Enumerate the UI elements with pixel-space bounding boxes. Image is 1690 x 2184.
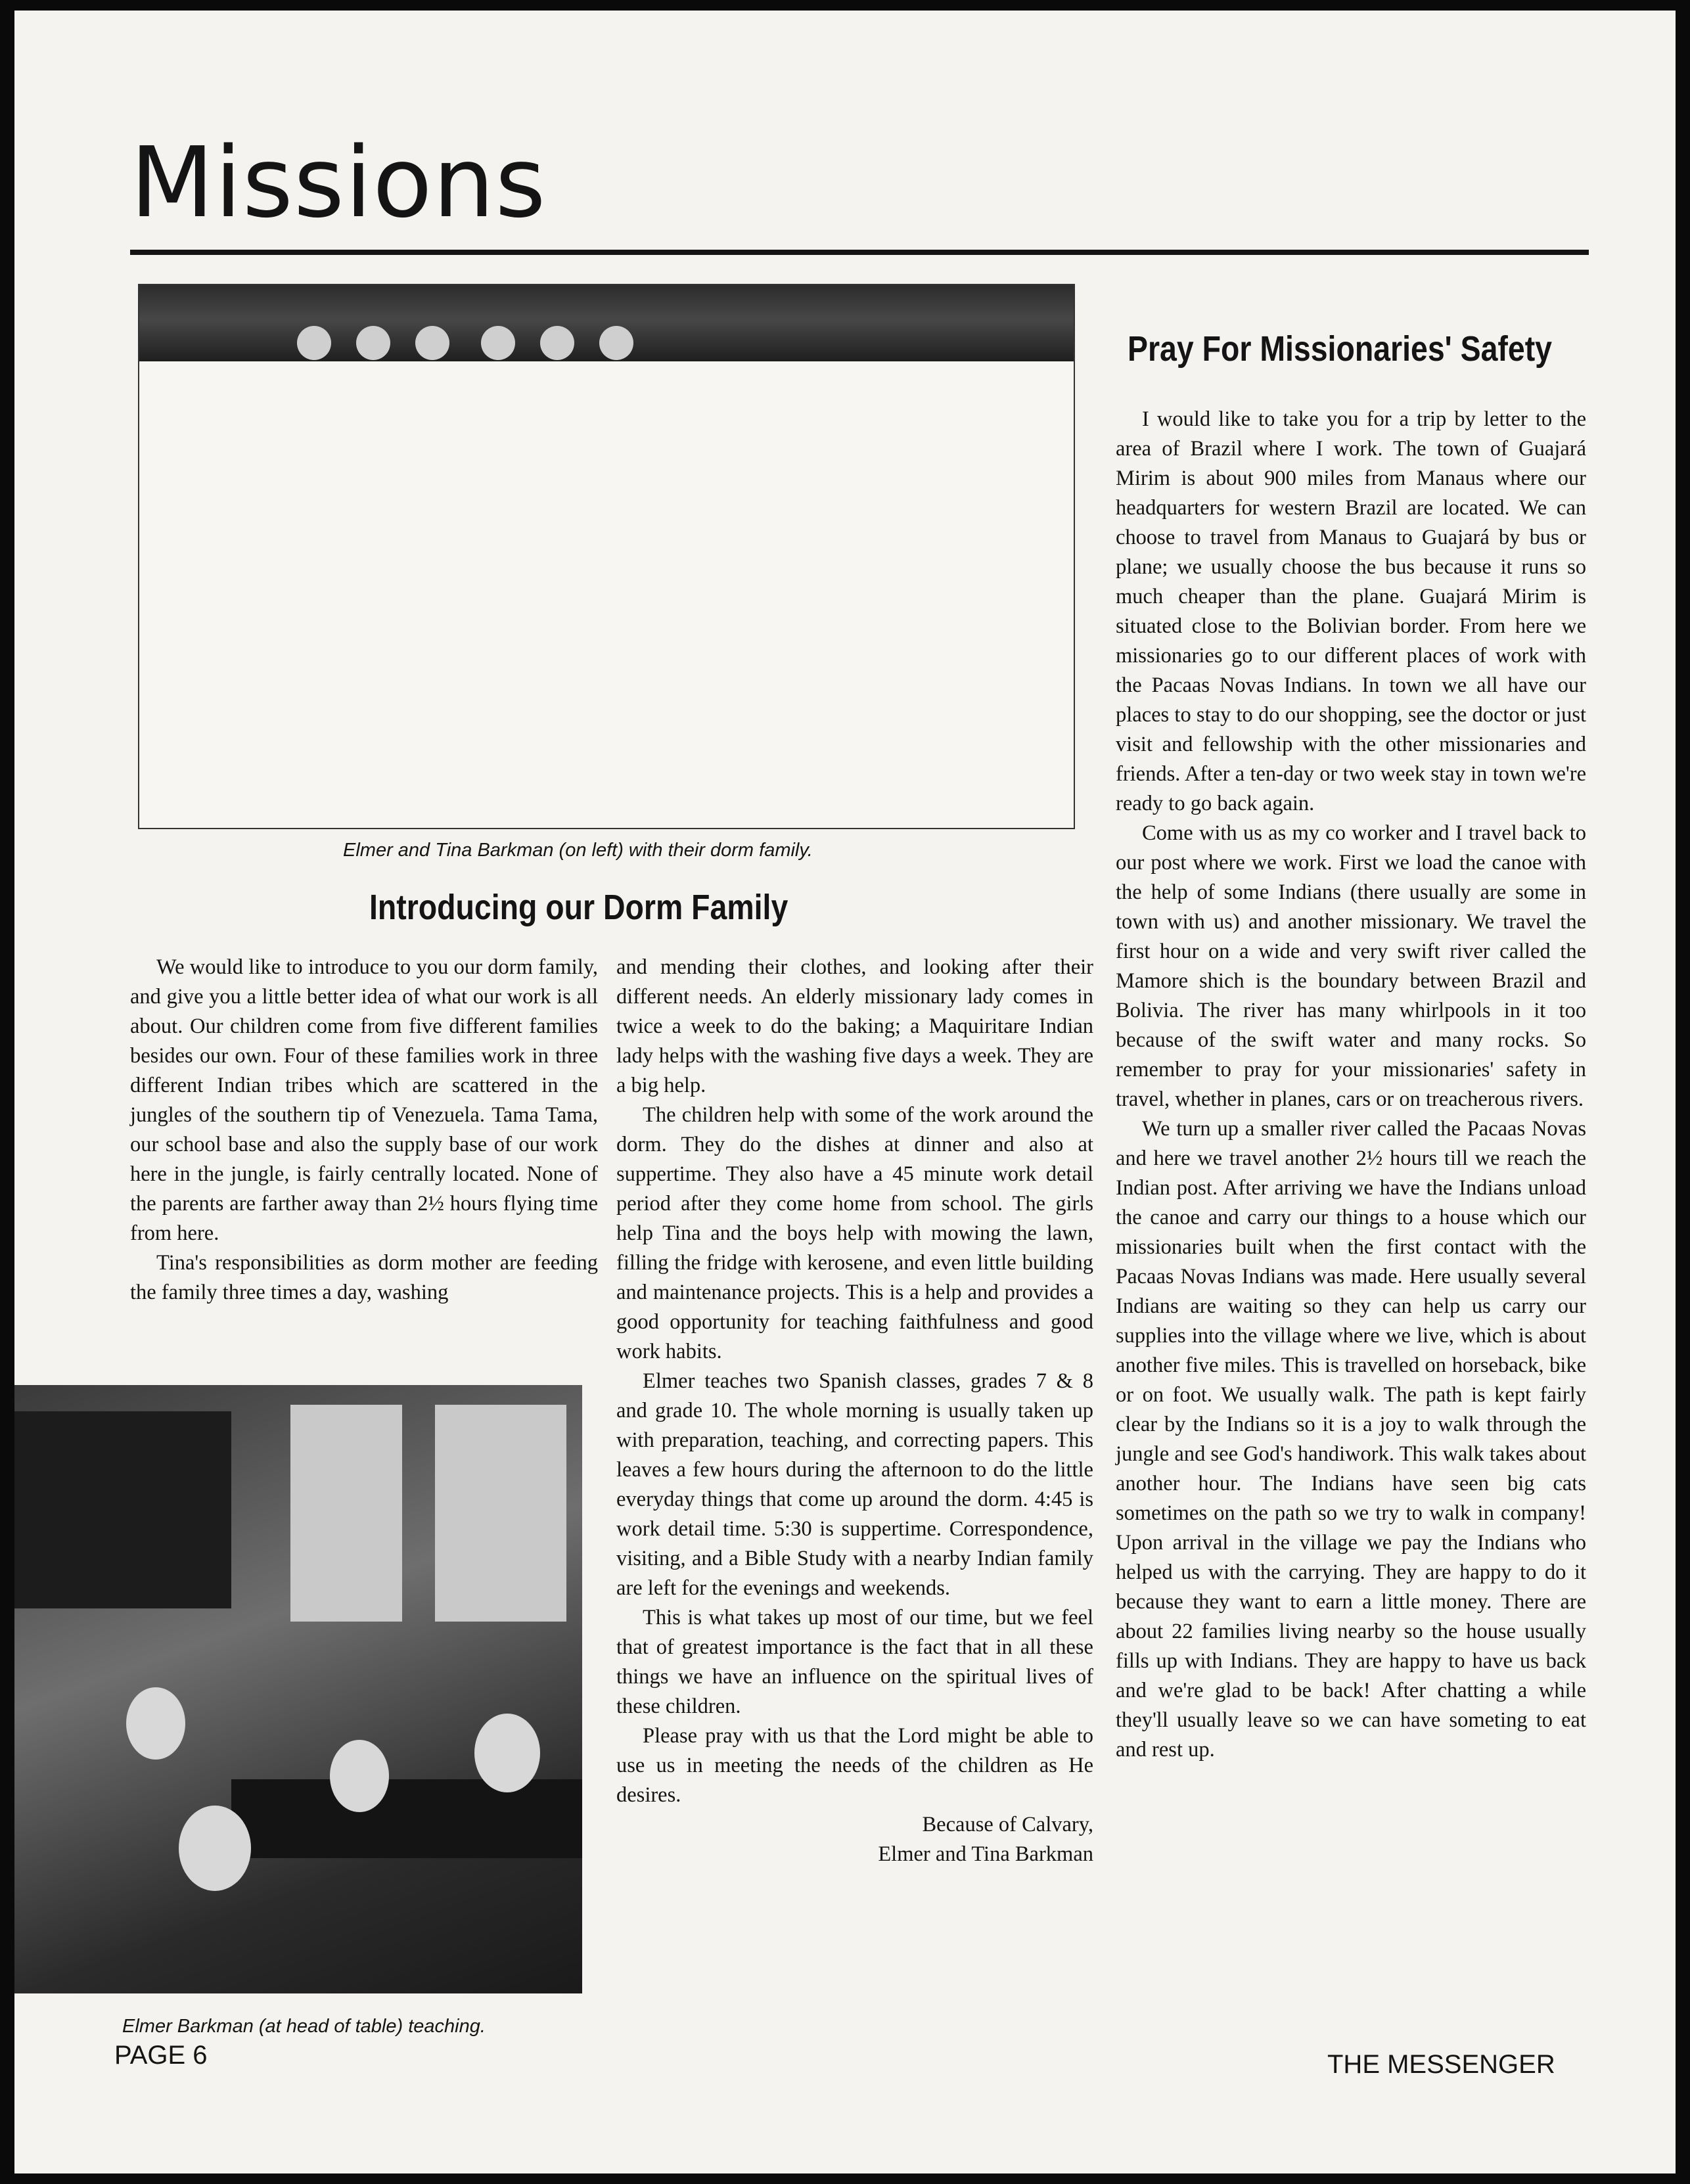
photo-person	[126, 1687, 185, 1760]
photo-visible-strip	[139, 285, 1074, 361]
photo-face	[356, 326, 390, 360]
article-paragraph: I would like to take you for a trip by letter to the area of Brazil where I work. The town of Guajará Mirim is about 900 miles from Manaus where our headquarters for western Brazil are located. We can choose to travel from Manaus to Guajará by bus or plane; we usually choose the bus because it runs so much cheaper than the plane. Guajará Mirim is situated close to the Bolivian border. From here we missionaries go to our different places of work with the Pacaas Novas Indians. In town we all have our places to stay to do our shopping, see the doctor or just visit and fellowship with the other missionaries and friends. After a ten-day or two week stay in town we're ready to go back again.	[1116, 407, 1586, 815]
photo-face	[599, 326, 633, 360]
dorm-article-column-1	[130, 953, 598, 1308]
safety-article-column	[1116, 405, 1586, 1765]
signoff-line: Because of Calvary,	[922, 1813, 1093, 1836]
classroom-photo	[14, 1385, 582, 1993]
signoff-names: Elmer and Tina Barkman	[878, 1842, 1093, 1866]
photo-person	[179, 1806, 251, 1891]
classroom-photo-caption: Elmer Barkman (at head of table) teaching.	[122, 2016, 486, 2037]
photo-window	[290, 1405, 402, 1622]
article-paragraph: Please pray with us that the Lord might be able to use us in meeting the needs of the children as He desires.	[616, 1724, 1093, 1807]
safety-article-headline: Pray For Missionaries' Safety	[1128, 329, 1552, 369]
article-paragraph: Elmer teaches two Spanish classes, grades 7 & 8 and grade 10. The whole morning is usually taken up with preparation, teaching, and correcting papers. This leaves a few hours during the afternoon to do the little everyday things that come up around the dorm. 4:45 is work detail time. 5:30 is suppertime. Correspondence, visiting, and a Bible Study with a nearby Indian family are left for the evenings and weekends.	[616, 1369, 1093, 1600]
photo-window	[435, 1405, 566, 1622]
section-masthead: Missions	[130, 126, 547, 239]
article-paragraph: We would like to introduce to you our dorm family, and give you a little better idea of what our work is all about. Our children come from five different families besides our own. Four of these families work in three different Indian tribes which are scattered in the jungles of the southern tip of Venezuela. Tama Tama, our school base and also the supply base of our work here in the jungle, is fairly centrally located. None of the parents are farther away than 2½ hours flying time from here.	[130, 955, 598, 1245]
article-paragraph: and mending their clothes, and looking after their different needs. An elderly missionary lady comes in twice a week to do the baking; a Maquiritare Indian lady helps with the washing five days a week. They are a big help.	[616, 955, 1093, 1097]
article-paragraph: Come with us as my co worker and I travel back to our post where we work. First we load the canoe with the help of some Indians (there usually are some in town with us) and another missionary. We travel the first hour on a wide and very swift river called the Mamore shich is the boundary between Brazil and Bolivia. The river has many whirlpools in it too because of the swift water and many rocks. So remember to pray for your missionaries' safety in travel, whether in planes, cars or on treacherous rivers.	[1116, 821, 1586, 1111]
photo-table	[231, 1779, 582, 1858]
photo-face	[415, 326, 449, 360]
publication-name: THE MESSENGER	[1327, 2050, 1555, 2079]
photo-face	[481, 326, 515, 360]
photo-face	[297, 326, 331, 360]
article-paragraph: We turn up a smaller river called the Pacaas Novas and here we travel another 2½ hours till we reach the Indian post. After arriving we have the Indians unload the canoe and carry our things to a house which our missionaries built when the first contact with the Pacaas Novas Indians was made. Here usually several Indians are waiting so they can help us carry our supplies into the village where we live, which is about another five miles. This is travelled on horseback, bike or on foot. We usually walk. The path is kept fairly clear by the Indians so it is a joy to walk through the jungle and see God's handiwork. This walk takes about another hour. The Indians have seen big cats sometimes on the path so we try to walk in company! Upon arrival in the village we pay the Indians who helped us with the carrying. They are happy to do it because they want to earn a little money. There are about 22 families living nearby so the house usually fills up with Indians. They are happy to have us back and we're glad to be back! After chatting a while they'll usually leave so we can have someting to eat and rest up.	[1116, 1117, 1586, 1762]
photo-face	[540, 326, 574, 360]
page-number: PAGE 6	[114, 2041, 208, 2070]
photo-blackboard	[14, 1411, 231, 1608]
dorm-article-headline: Introducing our Dorm Family	[369, 888, 788, 927]
dorm-article-column-2	[616, 953, 1093, 1869]
photo-person	[474, 1714, 540, 1792]
article-paragraph: This is what takes up most of our time, but we feel that of greatest importance is the fact that in all these things we have an influence on the spiritual lives of these children.	[616, 1606, 1093, 1718]
article-paragraph: The children help with some of the work around the dorm. They do the dishes at dinner and also at suppertime. They also have a 45 minute work detail period after they come home from school. The girls help Tina and the boys help with mowing the lawn, filling the fridge with kerosene, and even little building and maintenance projects. This is a help and provides a good opportunity for teaching faithfulness and good work habits.	[616, 1103, 1093, 1363]
newsletter-page	[14, 11, 1676, 2173]
article-paragraph: Tina's responsibilities as dorm mother are feeding the family three times a day, washing	[130, 1251, 598, 1304]
dorm-family-photo	[138, 284, 1075, 829]
photo-person	[330, 1740, 389, 1812]
dorm-photo-caption: Elmer and Tina Barkman (on left) with their dorm family.	[343, 840, 813, 861]
masthead-rule	[130, 250, 1589, 255]
